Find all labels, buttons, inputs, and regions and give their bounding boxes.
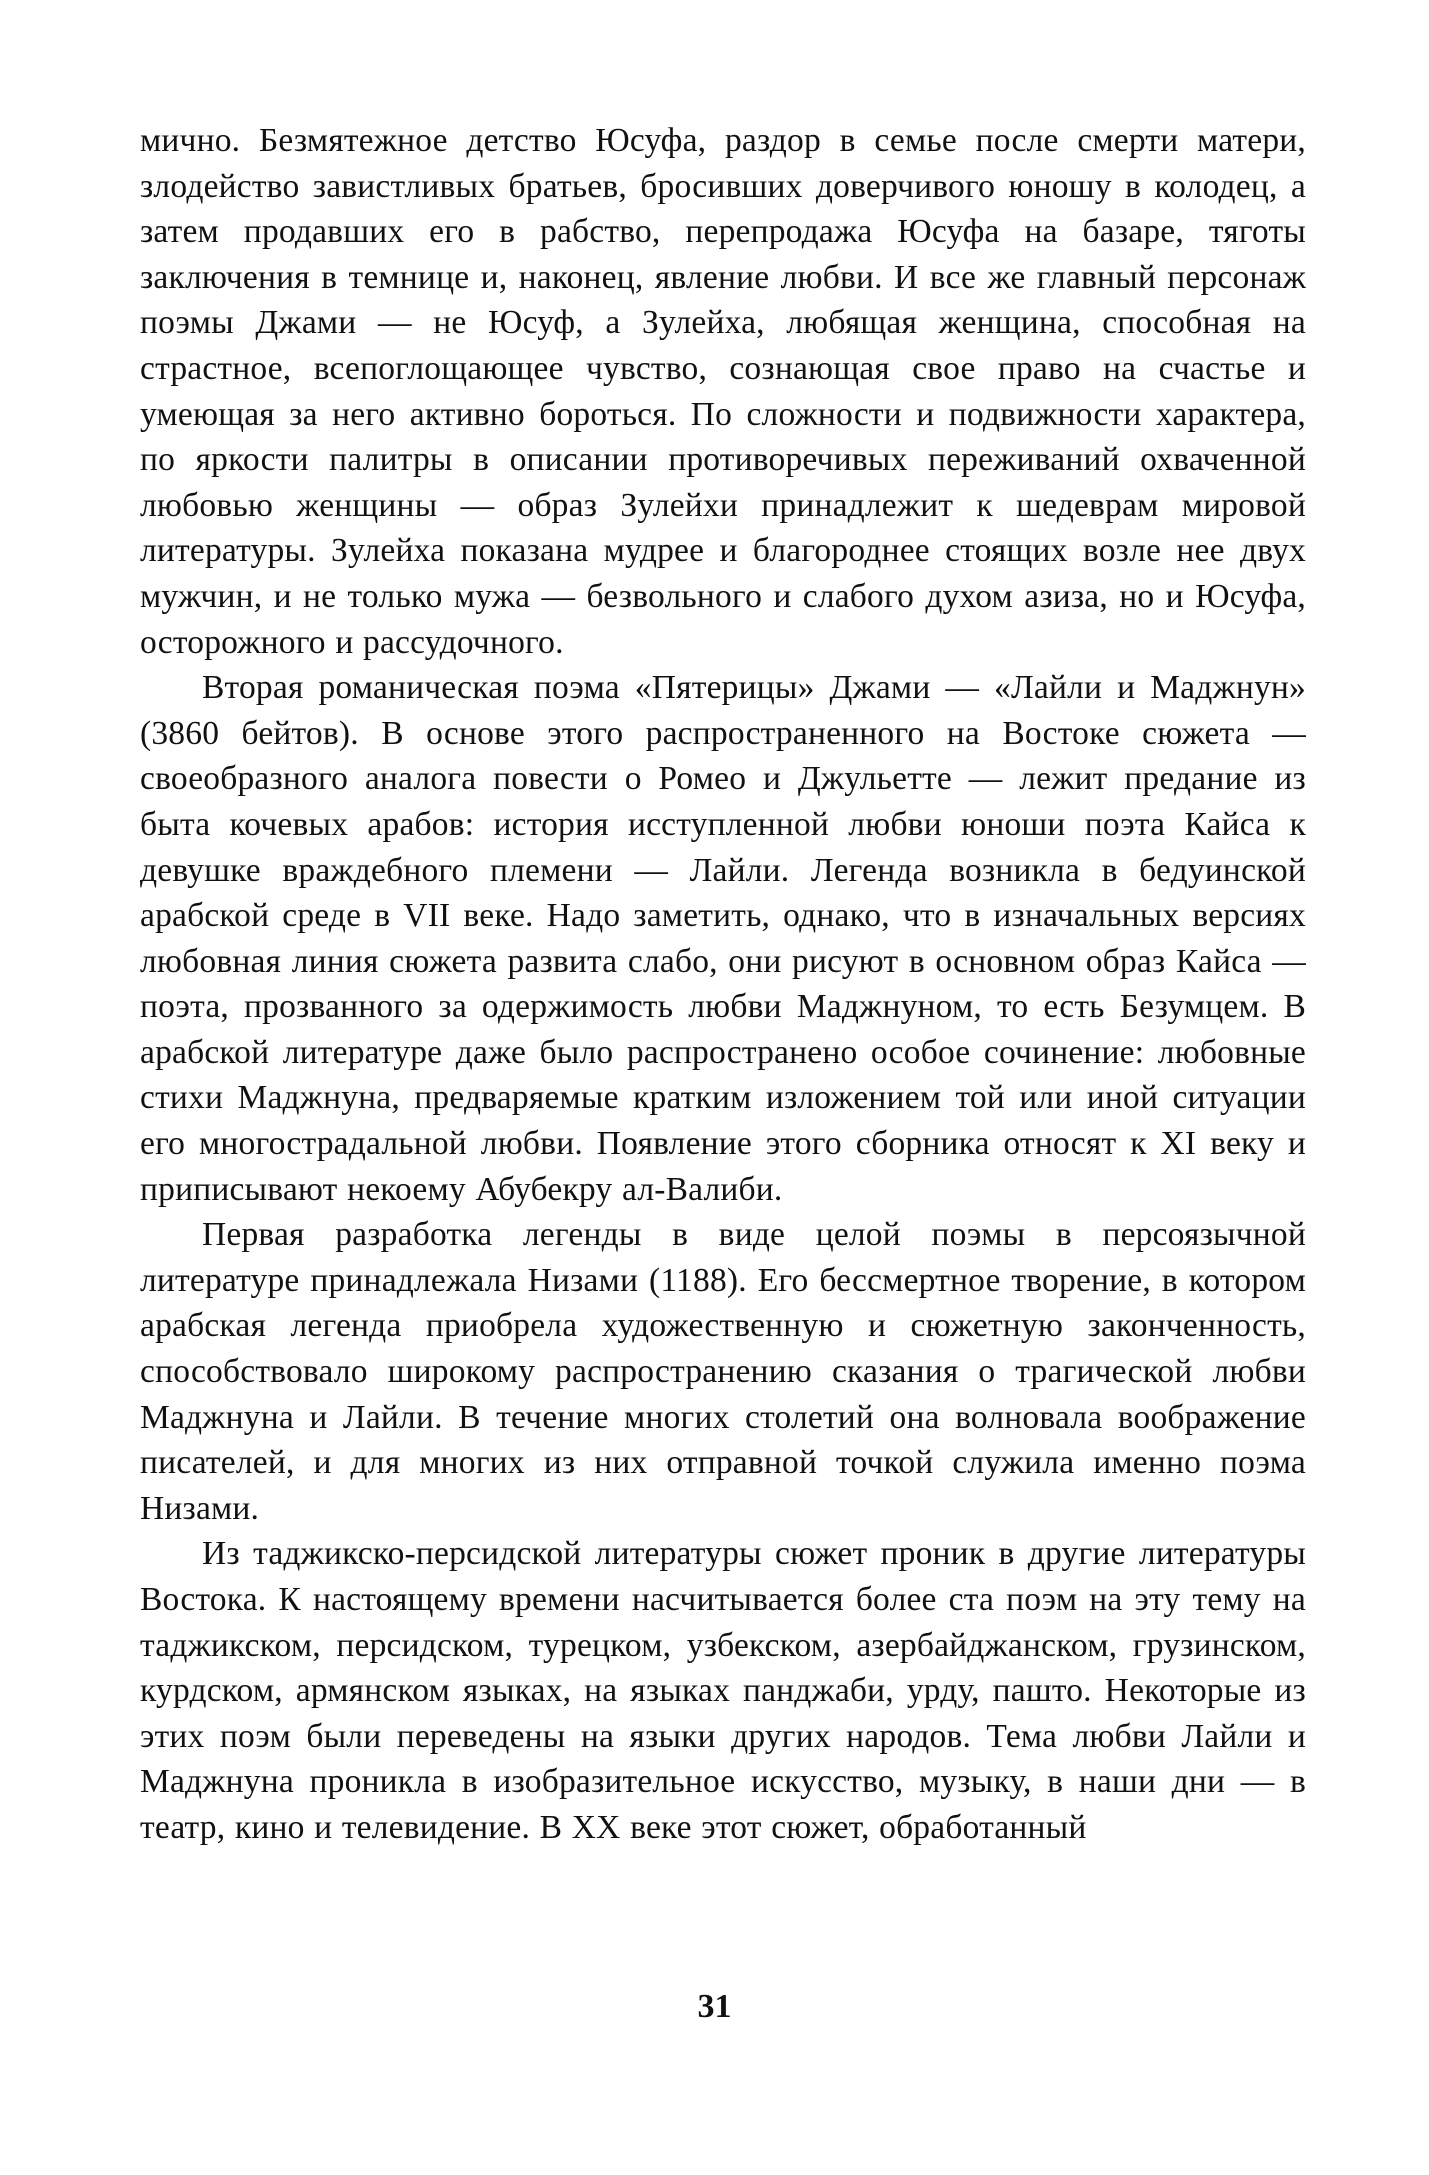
paragraph-1: мично. Безмятежное детство Юсуфа, раздор в семье после смерти матери, злодейство завистливых братьев, бросивших доверчивого юношу в колодец, а затем продавших его в рабство, перепродажа Юсуфа на базаре, тяготы заключения в темнице и, наконец, явление любви. И все же главный персонаж поэмы Джами — не Юсуф, а Зулейха, любящая женщина, способная на страстное, всепоглощающее чувство, сознающая свое право на счастье и умеющая за него активно бороться. По сложности и подвижности характера, по яркости палитры в описании противоречивых переживаний охваченной любовью женщины — образ Зулейхи принадлежит к шедеврам мировой литературы. Зулейха показана мудрее и благороднее стоящих возле нее двух мужчин, и не только мужа — безвольного и слабого духом азиза, но и Юсуфа, осторожного и рассудочного. <box>140 122 1306 661</box>
paragraph-3: Первая разработка легенды в виде целой поэмы в персоязычной литературе принадлежала Низами (1188). Его бессмертное творение, в котором арабская легенда приобрела художественную и сюжетную законченность, способствовало широкому распространению сказания о трагической любви Маджнуна и Лайли. В течение многих столетий она волновала воображение писателей, и для многих из них отправной точкой служила именно поэма Низами. <box>140 1216 1306 1527</box>
page-number: 31 <box>697 1988 732 2025</box>
paragraph-2: Вторая романическая поэма «Пятерицы» Джами — «Лайли и Маджнун» (3860 бейтов). В основе этого распространенного на Востоке сюжета — своеобразного аналога повести о Ромео и Джульетте — лежит предание из быта кочевых арабов: история исступленной любви юноши поэта Кайса к девушке враждебного племени — Лайли. Легенда возникла в бедуинской арабской среде в VII веке. Надо заметить, однако, что в изначальных версиях любовная линия сюжета развита слабо, они рисуют в основном образ Кайса — поэта, прозванного за одержимость любви Маджнуном, то есть Безумцем. В арабской литературе даже было распространено особое сочинение: любовные стихи Маджнуна, предваряемые кратким изложением той или иной ситуации его многострадальной любви. Появление этого сборника относят к XI веку и приписывают некоему Абубекру ал-Валиби. <box>140 669 1306 1208</box>
page-body <box>140 118 1306 1851</box>
paragraph-4: Из таджикско-персидской литературы сюжет проник в другие литературы Востока. К настоящему времени насчитывается более ста поэм на эту тему на таджикском, персидском, турецком, узбекском, азербайджанском, грузинском, курдском, армянском языках, на языках панджаби, урду, пашто. Некоторые из этих поэм были переведены на языки других народов. Тема любви Лайли и Маджнуна проникла в изобразительное искусство, музыку, в наши дни — в театр, кино и телевидение. В XX веке этот сюжет, обработанный <box>140 1535 1306 1846</box>
